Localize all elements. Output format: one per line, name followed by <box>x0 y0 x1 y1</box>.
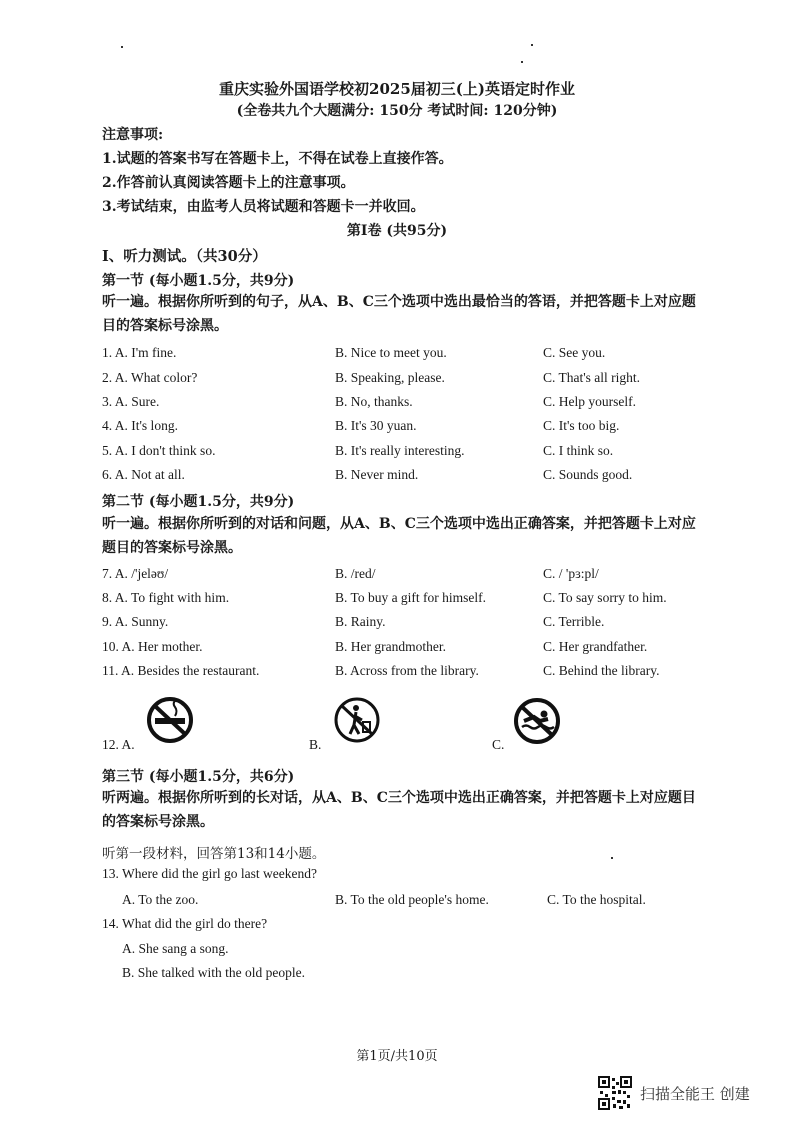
section-title: 第三节 (每小题1.5分，共6分) <box>102 769 295 785</box>
section-instruction: 听一遍。根据你所听到的对话和问题，从A、B、C三个选项中选出正确答案，并把答题卡上对应题目的答案标号涂黑。 <box>102 516 696 556</box>
option-a: 1. A. I'm fine. <box>102 345 177 360</box>
option-a: 7. A. /'jeləʊ/ <box>102 566 169 581</box>
option-c: C. Behind the library. <box>543 663 660 678</box>
option-c: C. I think so. <box>543 443 614 458</box>
option-a: 9. A. Sunny. <box>102 614 169 629</box>
option-a: 4. A. It's long. <box>102 418 178 433</box>
option-a: A. She sang a song. <box>122 941 229 956</box>
section-title: 第二节 (每小题1.5分，共9分) <box>102 494 295 510</box>
question-stem: 14. What did the girl do there? <box>102 916 268 931</box>
option-c: C. To say sorry to him. <box>543 590 667 605</box>
option-b: B. She talked with the old people. <box>122 965 305 980</box>
notice-heading: 注意事项: <box>102 127 164 143</box>
option-b: B. /red/ <box>335 566 376 581</box>
q12-option-b: B. <box>309 737 322 752</box>
option-b: B. No, thanks. <box>335 394 413 409</box>
scan-speck <box>531 44 533 46</box>
option-c: C. Sounds good. <box>543 467 633 482</box>
option-b: B. To the old people's home. <box>335 892 489 907</box>
scanner-watermark: 扫描全能王 创建 <box>640 1085 750 1103</box>
qr-code-icon <box>598 1076 632 1110</box>
scan-speck <box>611 857 613 859</box>
volume-title: 第Ⅰ卷 (共95分) <box>346 223 448 239</box>
exam-subtitle: (全卷共九个大题满分: 150分 考试时间: 120分钟) <box>236 103 558 119</box>
no-smoking-icon <box>145 696 195 748</box>
option-b: B. Speaking, please. <box>335 370 445 385</box>
option-c: C. Help yourself. <box>543 394 636 409</box>
notice-item: 3.考试结束，由监考人员将试题和答题卡一并收回。 <box>102 199 425 215</box>
no-swimming-icon <box>512 697 562 749</box>
material-note: 听第一段材料，回答第13和14小题。 <box>102 846 326 862</box>
option-c: C. It's too big. <box>543 418 620 433</box>
option-c: C. Terrible. <box>543 614 605 629</box>
option-b: B. To buy a gift for himself. <box>335 590 487 605</box>
scan-speck <box>121 46 123 48</box>
option-a: 3. A. Sure. <box>102 394 160 409</box>
option-a: 10. A. Her mother. <box>102 639 203 654</box>
option-c: C. That's all right. <box>543 370 641 385</box>
exam-title: 重庆实验外国语学校初2025届初三(上)英语定时作业 <box>219 80 575 98</box>
section-instruction: 听一遍。根据你所听到的句子，从A、B、C三个选项中选出最恰当的答语，并把答题卡上对应题目的答案标号涂黑。 <box>102 294 696 334</box>
page-number: 第1页/共10页 <box>356 1049 438 1064</box>
option-b: B. It's 30 yuan. <box>335 418 417 433</box>
option-c: C. See you. <box>543 345 606 360</box>
q12-option-a: 12. A. <box>102 737 135 752</box>
part-title: Ⅰ、听力测试。（共30分） <box>102 248 267 265</box>
question-stem: 13. Where did the girl go last weekend? <box>102 866 317 881</box>
option-b: B. Across from the library. <box>335 663 479 678</box>
option-b: B. It's really interesting. <box>335 443 465 458</box>
option-b: B. Never mind. <box>335 467 419 482</box>
option-a: 2. A. What color? <box>102 370 198 385</box>
option-b: B. Nice to meet you. <box>335 345 447 360</box>
scan-speck <box>521 61 523 63</box>
notice-item: 2.作答前认真阅读答题卡上的注意事项。 <box>102 175 355 191</box>
option-c: C. Her grandfather. <box>543 639 648 654</box>
option-a: 11. A. Besides the restaurant. <box>102 663 260 678</box>
no-littering-icon <box>332 696 382 748</box>
option-a: 8. A. To fight with him. <box>102 590 230 605</box>
section-title: 第一节 (每小题1.5分，共9分) <box>102 273 295 289</box>
option-a: 6. A. Not at all. <box>102 467 185 482</box>
notice-item: 1.试题的答案书写在答题卡上，不得在试卷上直接作答。 <box>102 151 453 167</box>
option-b: B. Her grandmother. <box>335 639 446 654</box>
option-c: C. To the hospital. <box>547 892 646 907</box>
q12-option-c: C. <box>492 737 505 752</box>
option-a: A. To the zoo. <box>122 892 199 907</box>
option-c: C. / 'pɜ:pl/ <box>543 566 599 581</box>
option-b: B. Rainy. <box>335 614 386 629</box>
section-instruction: 听两遍。根据你所听到的长对话，从A、B、C三个选项中选出正确答案，并把答题卡上对应题目的答案标号涂黑。 <box>102 790 696 830</box>
option-a: 5. A. I don't think so. <box>102 443 216 458</box>
